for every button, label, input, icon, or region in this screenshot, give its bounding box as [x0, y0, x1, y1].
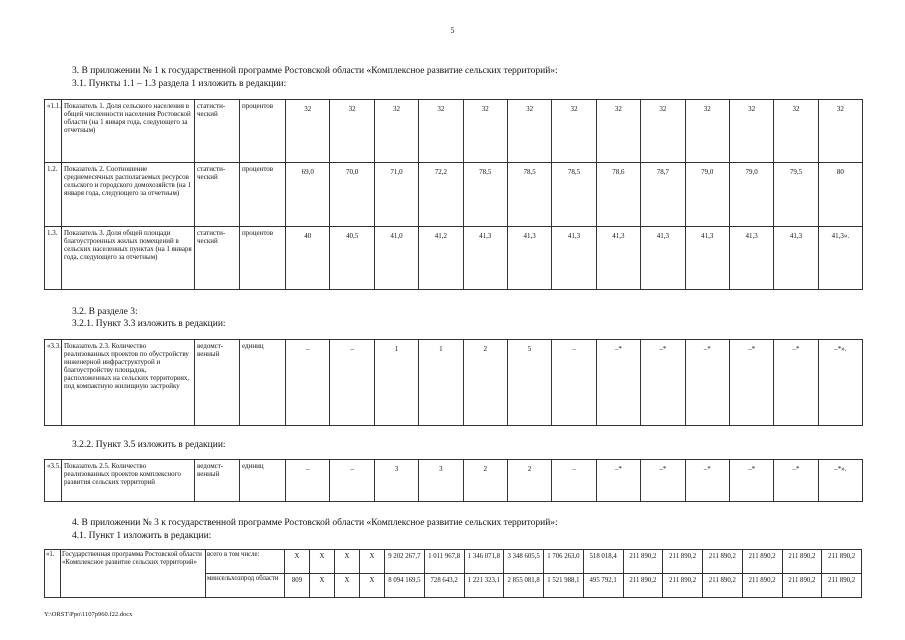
code-cell: 809 [285, 574, 310, 598]
value-cell: 2 [507, 460, 551, 502]
value-cell: –* [729, 340, 773, 426]
amount-cell: 211 890,2 [663, 574, 703, 598]
value-cell: – [552, 460, 596, 502]
value-cell: 79,0 [685, 163, 729, 227]
amount-cell: 518 018,4 [583, 550, 623, 574]
indicator-name: Показатель 2.3. Количество реализованных проектов по обустройству инженерной инфраструктурой и благоустройству площадок, расположенных на сельских территориях, под компактную жилищную застройку [62, 340, 195, 426]
value-cell: 70,0 [330, 163, 374, 227]
value-cell: 1 [419, 340, 463, 426]
amount-cell: 1 346 071,8 [464, 550, 504, 574]
indicator-type: статисти-ческий [195, 163, 240, 227]
amount-cell: 211 890,2 [782, 550, 822, 574]
source-label: всего в том числе: [206, 550, 285, 574]
row-number: 1.2. [45, 163, 62, 227]
page-number: 5 [450, 26, 455, 35]
amount-cell: 3 348 605,5 [504, 550, 544, 574]
amount-cell: 728 643,2 [424, 574, 464, 598]
value-cell: 32 [641, 100, 685, 163]
value-cell: 32 [685, 100, 729, 163]
amount-cell: 211 890,2 [822, 574, 862, 598]
value-cell: –* [596, 460, 640, 502]
code-cell: X [360, 550, 385, 574]
amount-cell: 211 890,2 [703, 574, 743, 598]
value-cell: 5 [507, 340, 551, 426]
value-cell: –* [729, 460, 773, 502]
file-path-footer: Y:\ORST\Ppo\1107p960.f22.docx [44, 611, 133, 618]
row-number: «3.5. [45, 460, 62, 502]
indicator-type: ведомст-венный [195, 340, 240, 426]
value-cell: 41,3 [685, 227, 729, 290]
value-cell: –* [685, 340, 729, 426]
amount-cell: 1 221 323,1 [464, 574, 504, 598]
value-cell: 32 [774, 100, 818, 163]
amount-cell: 1 011 967,8 [424, 550, 464, 574]
value-cell: 80 [818, 163, 862, 227]
value-cell: 78,5 [507, 163, 551, 227]
code-cell: X [360, 574, 385, 598]
value-cell: 32 [729, 100, 773, 163]
value-cell: 32 [818, 100, 862, 163]
value-cell: 40,5 [330, 227, 374, 290]
unit-cell: единиц [240, 340, 286, 426]
table-row [45, 100, 863, 163]
value-cell: 32 [463, 100, 507, 163]
value-cell: 41,3 [596, 227, 640, 290]
indicator-type: статисти-ческий [195, 227, 240, 290]
row-number: «1. [45, 550, 61, 598]
value-cell: 78,7 [641, 163, 685, 227]
table-row [45, 550, 862, 574]
value-cell: 3 [419, 460, 463, 502]
code-cell: X [335, 574, 360, 598]
value-cell: –* [641, 460, 685, 502]
table-row [45, 163, 863, 227]
amount-cell: 211 890,2 [782, 574, 822, 598]
code-cell: X [335, 550, 360, 574]
amount-cell: 211 890,2 [703, 550, 743, 574]
indicator-name: Показатель 3. Доля общей площади благоустроенных жилых помещений в сельских населенных пунктах (на 1 января года, следующего за отчетным) [62, 227, 195, 290]
value-cell: 71,0 [374, 163, 418, 227]
unit-cell: процентов [240, 100, 286, 163]
value-cell: 72,2 [419, 163, 463, 227]
value-cell: 32 [286, 100, 330, 163]
value-cell: –*». [818, 340, 862, 426]
value-cell: 78,5 [552, 163, 596, 227]
indicator-name: Показатель 1. Доля сельского населения в общей численности населения Ростовской области (на 1 января года, следующего за отчетным) [62, 100, 195, 163]
paragraph-4-1: 4.1. Пункт 1 изложить в редакции: [72, 531, 212, 541]
indicator-name: Показатель 2.5. Количество реализованных проектов комплексного развития сельских территорий [62, 460, 195, 502]
indicator-name: Показатель 2. Соотношение среднемесячных располагаемых ресурсов сельского и городского домохозяйств (на 1 января года, следующего за отчетным) [62, 163, 195, 227]
amount-cell: 211 890,2 [663, 550, 703, 574]
value-cell: 41,3 [641, 227, 685, 290]
value-cell: 41,3 [552, 227, 596, 290]
row-number: «3.3. [45, 340, 62, 426]
amount-cell: 495 792,1 [583, 574, 623, 598]
value-cell: 32 [552, 100, 596, 163]
amount-cell: 211 890,2 [623, 550, 663, 574]
source-label: минсельхозпрод области [206, 574, 285, 598]
value-cell: 1 [374, 340, 418, 426]
value-cell: 32 [507, 100, 551, 163]
paragraph-3: 3. В приложении № 1 к государственной программе Ростовской области «Комплексное развитие сельских территорий»: [72, 66, 558, 76]
table-row [45, 340, 863, 426]
indicators-table-3 [44, 459, 863, 502]
value-cell: 41,3 [507, 227, 551, 290]
unit-cell: единиц [240, 460, 286, 502]
value-cell: – [286, 340, 330, 426]
value-cell: 41,3 [729, 227, 773, 290]
table-row [45, 227, 863, 290]
value-cell: 41,3». [818, 227, 862, 290]
value-cell: 2 [463, 340, 507, 426]
unit-cell: процентов [240, 163, 286, 227]
value-cell: 41,2 [419, 227, 463, 290]
indicator-type: статисти-ческий [195, 100, 240, 163]
paragraph-4: 4. В приложении № 3 к государственной программе Ростовской области «Комплексное развитие сельских территорий»: [72, 518, 558, 528]
value-cell: – [552, 340, 596, 426]
value-cell: –*». [818, 460, 862, 502]
value-cell: – [330, 460, 374, 502]
code-cell: X [285, 550, 310, 574]
value-cell: 78,6 [596, 163, 640, 227]
value-cell: –* [641, 340, 685, 426]
table-row [45, 460, 863, 502]
value-cell: –* [596, 340, 640, 426]
unit-cell: процентов [240, 227, 286, 290]
amount-cell: 8 094 169,5 [385, 574, 425, 598]
value-cell: 79,0 [729, 163, 773, 227]
value-cell: 32 [596, 100, 640, 163]
amount-cell: 1 521 988,1 [544, 574, 584, 598]
value-cell: 78,5 [463, 163, 507, 227]
paragraph-3-2-2: 3.2.2. Пункт 3.5 изложить в редакции: [72, 440, 226, 450]
value-cell: 32 [419, 100, 463, 163]
paragraph-3-2: 3.2. В разделе 3: [72, 307, 138, 317]
amount-cell: 9 202 267,7 [385, 550, 425, 574]
value-cell: 41,0 [374, 227, 418, 290]
value-cell: 32 [374, 100, 418, 163]
amount-cell: 211 890,2 [742, 550, 782, 574]
code-cell: X [310, 574, 335, 598]
financing-table [44, 549, 862, 598]
value-cell: 79,5 [774, 163, 818, 227]
value-cell: – [286, 460, 330, 502]
amount-cell: 211 890,2 [822, 550, 862, 574]
amount-cell: 2 855 081,8 [504, 574, 544, 598]
program-name: Государственная программа Ростовской области «Комплексное развитие сельских территорий» [61, 550, 206, 598]
amount-cell: 211 890,2 [742, 574, 782, 598]
value-cell: 40 [286, 227, 330, 290]
value-cell: 3 [374, 460, 418, 502]
value-cell: 32 [330, 100, 374, 163]
indicator-type: ведомст-венный [195, 460, 240, 502]
value-cell: –* [774, 340, 818, 426]
paragraph-3-2-1: 3.2.1. Пункт 3.3 изложить в редакции: [72, 319, 226, 329]
value-cell: 2 [463, 460, 507, 502]
row-number: «1.1. [45, 100, 62, 163]
value-cell: –* [685, 460, 729, 502]
amount-cell: 211 890,2 [623, 574, 663, 598]
amount-cell: 1 706 263,0 [544, 550, 584, 574]
row-number: 1.3. [45, 227, 62, 290]
indicators-table-1 [44, 99, 863, 290]
value-cell: 41,3 [774, 227, 818, 290]
value-cell: 41,3 [463, 227, 507, 290]
value-cell: – [330, 340, 374, 426]
code-cell: X [310, 550, 335, 574]
value-cell: –* [774, 460, 818, 502]
value-cell: 69,0 [286, 163, 330, 227]
indicators-table-2 [44, 339, 863, 426]
paragraph-3-1: 3.1. Пункты 1.1 – 1.3 раздела 1 изложить в редакции: [72, 79, 287, 89]
